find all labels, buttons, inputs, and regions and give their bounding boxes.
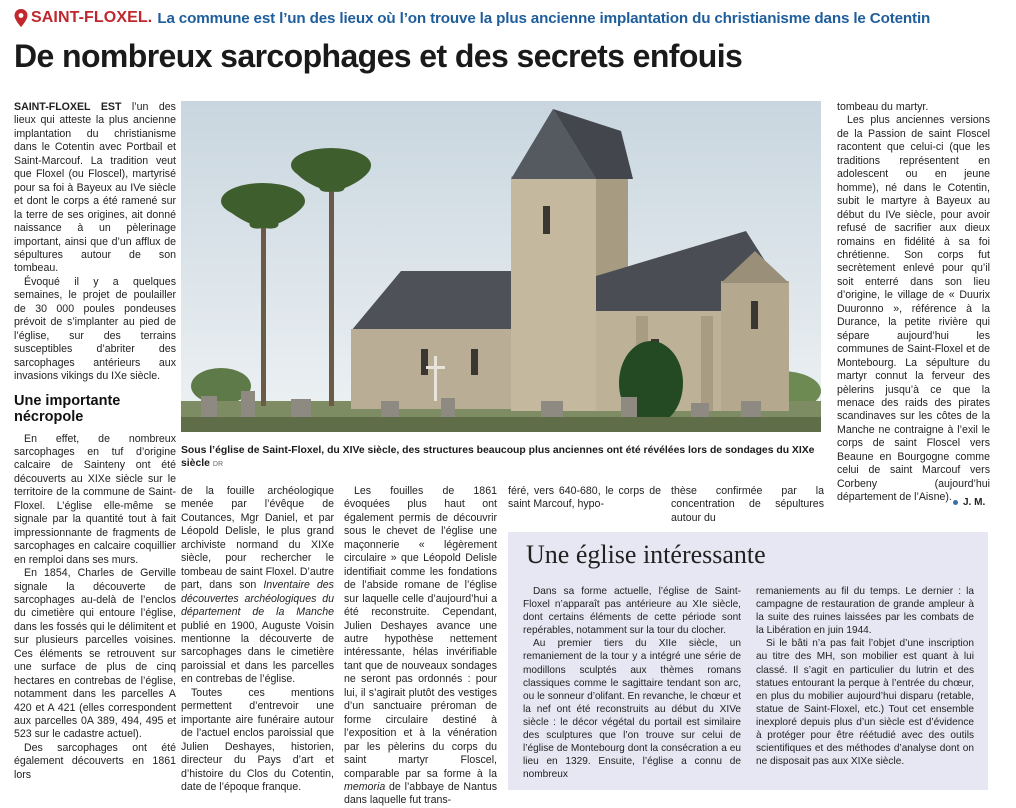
box-paragraph-4: Si le bâti n’a pas fait l’objet d’une inscription au titre des MH, son mobilier est quant à lui classé. Il s’agit en particulier du lutrin et des statues entourant la perque à l’entrée du chœur, en plus du mobilier aujourd’hui disparu (retable, statue de Saint-Floxel, etc.) Tout cet ensemble inexploré depuis plus d’un siècle est d’évidence à protéger pour être réétudié avec des outils scientifiques et des méthodes d’analyse dont on ne disposait pas aux XIXe siècle. <box>756 638 974 768</box>
author-initials: J. M. <box>963 497 986 508</box>
paragraph-2: Évoqué il y a quelques semaines, le projet de poulailler de 30 000 poules pondeuses prévoit de s’implanter au pied de l’église, sur des terrains susceptibles d’abriter des sarcophages antérieurs aux invasions vikings du IXe siècle. <box>14 275 176 383</box>
paragraph-12: Les plus anciennes versions de la Passion de saint Floscel racontent que celui-ci (que les traditions représentent en adolescent ou en jeune homme), né dans le Cotentin, subit le martyre à Bayeux au début du IVe siècle, pour avoir refusé de sacrifier aux dieux romains en fidélité à sa foi chrétienne. Son corps fut secrètement enlevé pour qu’il soit enterré dans son lieu d’origine, le village de « Duurix Duuronno », référence à la Durance, la petite rivière qui sépare aujourd’hui les communes de Saint-Floxel et de Montebourg. La sépulture du martyr connut la ferveur des pèlerins jusqu’à ce que la menace des raids des pirates scandinaves sur les côtes de la Manche ne contraigne à l’exil le corps de saint Floscel vers Beaune en Bourgogne comme celui de saint Marcouf vers Corbeny (aujourd’hui département de l’Aisne). <box>837 114 990 504</box>
paragraph-6-text: de la fouille archéologique menée par l’évêque de Coutances, Mgr Daniel, et par Léopold Delisle, le plus grand archiviste normand du XIXe siècle, pour rechercher le tombeau de saint Floxel. D’autre part, dans son <box>181 485 334 592</box>
inventaire-title: Inventaire des découvertes archéologiques du département de la Manche <box>181 579 334 619</box>
kicker-text: La commune est l’un des lieux où l’on trouve la plus ancienne implantation du christianisme dans le Cotentin <box>157 9 931 27</box>
author-signoff <box>953 497 985 508</box>
paragraph-4: En 1854, Charles de Gerville signale la découverte de sarcophages au-delà de l’enclos du cimetière qui entoure l’église, dans les fossés qui le délimitent et sur plusieurs parcelles voisines. Ces éléments se retrouvent sur une surface de plus de cinq hectares en contrebas de l’église, notamment dans les parcelles A 420 et A 421 (elles correspondent aux parcelles 0A 389, 494, 495 et 523 sur le cadastre actuel). <box>14 567 176 741</box>
paragraph-8 <box>344 485 497 808</box>
box-paragraph-1: Dans sa forme actuelle, l’église de Saint-Floxel n’apparaît pas antérieure au XIe siècle, dont certains éléments de cette période sont repérables, notamment sur la tour du clocher. <box>523 586 741 637</box>
paragraph-10: thèse confirmée par la concentration de sépultures autour du <box>671 485 824 524</box>
photo-credit: DR <box>212 461 224 468</box>
church-illustration <box>181 101 821 432</box>
box-paragraph-3: remaniements au fil du temps. Le dernier : la campagne de restauration de grande ampleur à la suite des ruines laissées par les combats de la Libération en juin 1944. <box>756 586 974 637</box>
paragraph-11: tombeau du martyr. <box>837 101 929 113</box>
photo-caption <box>181 444 821 471</box>
subheading-necropole: Une importante nécropole <box>14 392 121 425</box>
article-column-2 <box>181 485 334 791</box>
paragraph-6-end: publié en 1900, Auguste Voisin mentionne la découverte de sarcophages dans le cimetière paroissial et dans les parcelles en contrebas de l’église. <box>181 619 334 686</box>
paragraph-9: féré, vers 640-680, le corps de saint Marcouf, hypo- <box>508 485 661 511</box>
article-column-3 <box>344 485 497 807</box>
paragraph-1 <box>14 101 176 276</box>
paragraph-8-end: de l’abbaye de Nantus dans laquelle fut trans- <box>344 780 497 807</box>
memoria-word: memoria <box>344 780 386 793</box>
box-column-2 <box>756 585 974 790</box>
box-title: Une église intéressante <box>526 540 766 569</box>
article-column-1 <box>14 101 176 791</box>
location-pin-icon <box>14 9 28 27</box>
sidebar-box <box>508 532 988 790</box>
paragraph-7: Toutes ces mentions permettent d’entrevoir une importante aire funéraire autour de l’actuel enclos paroissial que Julien Deshayes, historien, directeur du Pays d’art et d’histoire du Clos du Cotentin, date de l’époque franque. <box>181 686 334 793</box>
bullet-dot-icon <box>953 500 958 505</box>
box-paragraph-2: Au premier tiers du XIIe siècle, un remaniement de la tour y a intégré une série de modillons sculptés aux thèmes romans classiques comme le sagittaire tendant son arc, ou le sonneur d’olifant. En revanche, le chœur et la nef ont été reconstruits au début du XIVe siècle : le décor végétal du portail est similaire des sculptures que l’on trouve sur celui de l’église de Montebourg dont la consécration a eu lieu en 1329. Ensuite, l’église a connu de nombreux <box>523 638 741 781</box>
caption-text: Sous l’église de Saint-Floxel, du XIVe siècle, des structures beaucoup plus anciennes ont été révélées lors de sondages du XIXe siècle <box>181 445 815 469</box>
church-photo <box>181 101 821 432</box>
article-column-4 <box>508 485 661 515</box>
article-column-5 <box>671 485 824 524</box>
box-column-1 <box>523 585 741 790</box>
headline: De nombreux sarcophages et des secrets enfouis <box>14 38 743 74</box>
paragraph-8-text: Les fouilles de 1861 évoquées plus haut ont également permis de découvrir sous le chevet de l’église une maçonnerie « légèrement circulaire » que Léopold Delisle identifiait comme les fondations de l’abside romane de l’église sur laquelle celle d’aujourd’hui a été reconstruite. Cependant, Julien Deshayes avance une autre hypothèse nettement intéressante, hélas invérifiable tant que de nouveaux sondages ne seront pas ordonnés : pour lui, il s’agirait plutôt des vestiges d’un sanctuaire préroman de forme circulaire destiné à l’exposition et à la vénération par les pèlerins du corps du saint martyr Floscel, comparable par sa forme à la <box>344 485 497 780</box>
kicker-place: SAINT-FLOXEL. <box>31 9 153 26</box>
paragraph-3: En effet, de nombreux sarcophages en tuf d’origine calcaire de Sainteny ont été découverts au XIXe siècle sur le territoire de la commune de Saint-Floxel. L’église elle-même se signale par la quantité tout à fait impressionnante de fragments de sarcophages en calcaire coquillier en remploi dans ses murs. <box>14 432 176 566</box>
lead-in: SAINT-FLOXEL EST <box>14 101 122 113</box>
paragraph-6 <box>181 485 334 687</box>
kicker-line <box>14 6 930 30</box>
paragraph-5: Des sarcophages ont été également découverts en 1861 lors <box>14 741 176 781</box>
paragraph-1-text: l’un des lieux qui atteste la plus ancienne implantation du christianisme dans le Cotentin avec Portbail et Saint-Marcouf. La tradition veut que Floxel (ou Floscel), martyrisé pour sa foi à Bayeux au IVe siècle et dont le corps a été ramené sur la terre de ses origines, ait donné naissance à un pèlerinage important, ainsi que d’un afflux de sépultures autour de son tombeau. <box>14 101 176 275</box>
